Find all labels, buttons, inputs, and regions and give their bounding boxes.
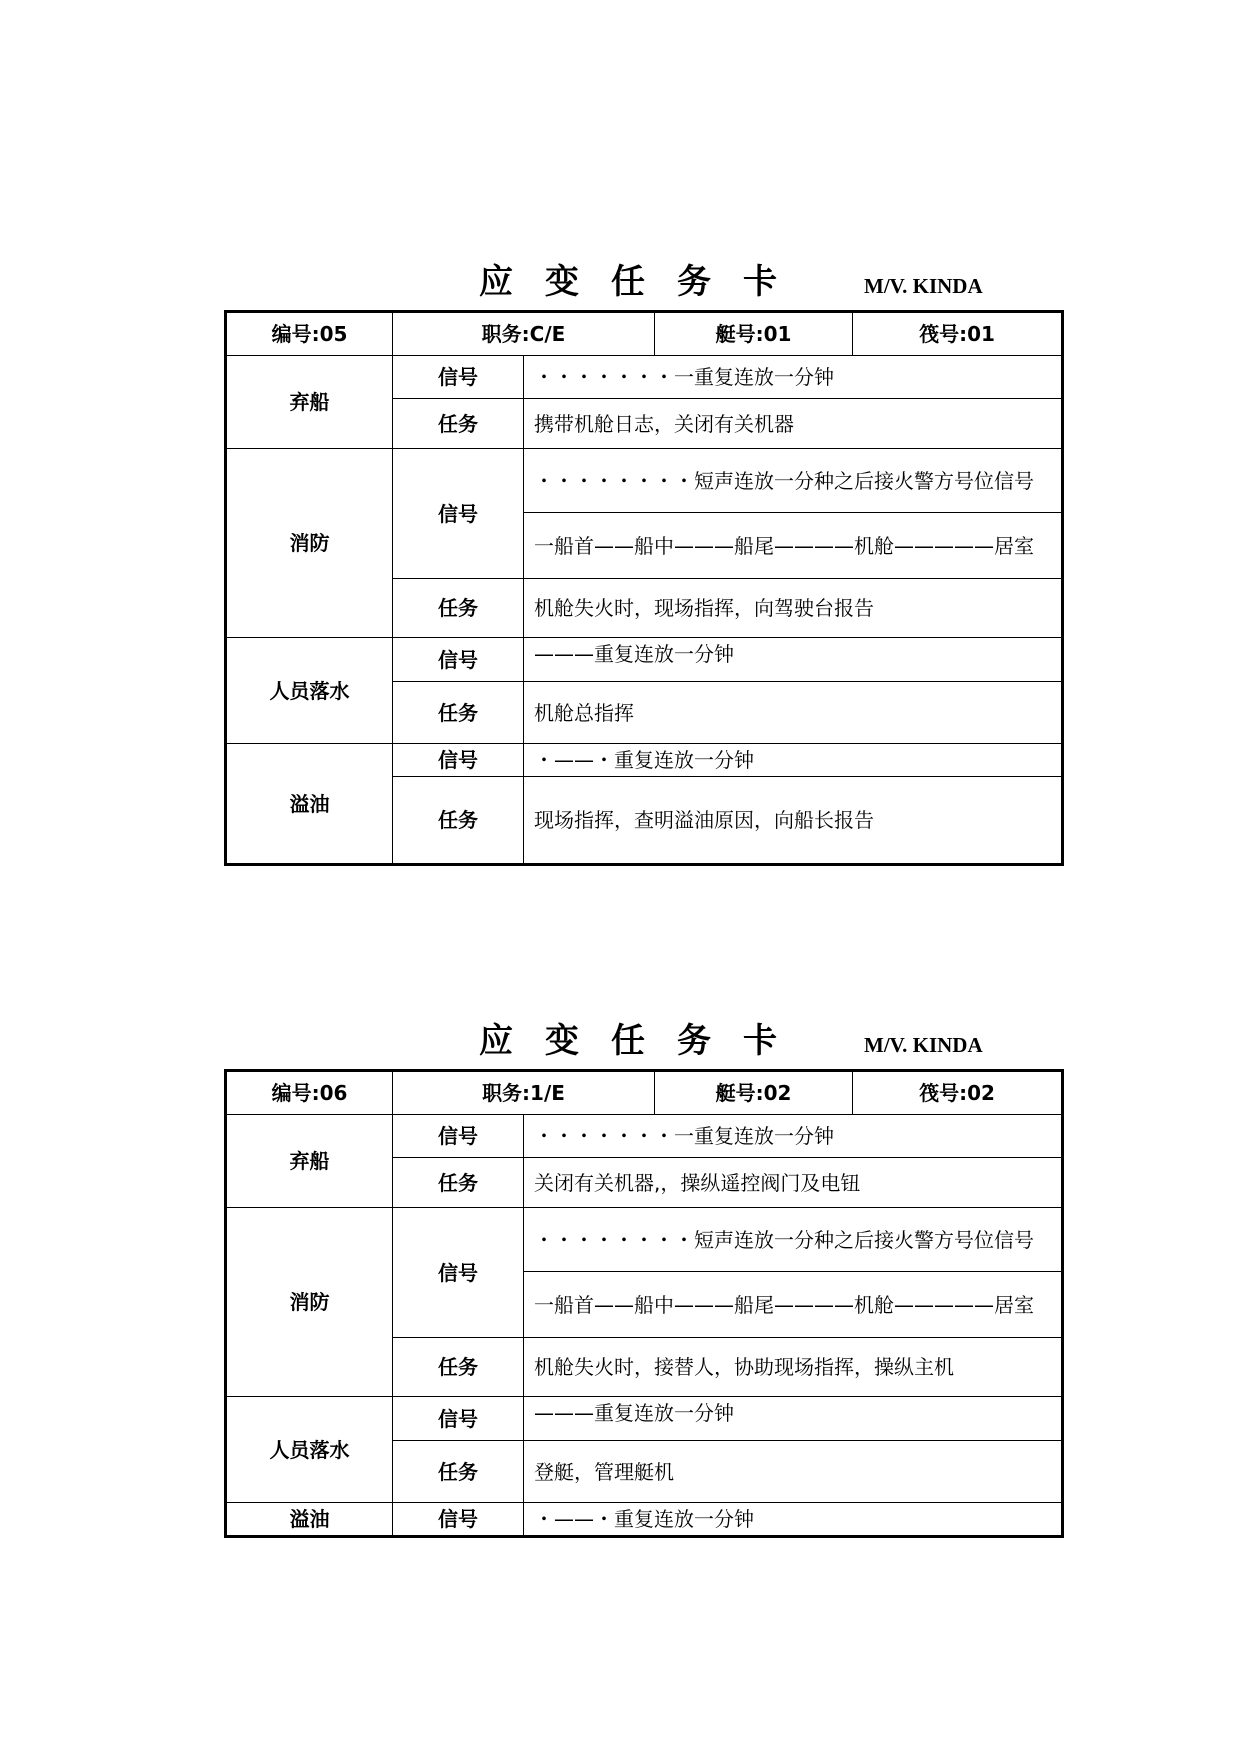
mob-task: 机舱总指挥 [524, 682, 1063, 744]
oil-signal: ・——・重复连放一分钟 [524, 1503, 1063, 1537]
card-title: 应变任务卡 [479, 262, 809, 302]
card-number: 编号:05 [226, 312, 393, 356]
signal-label: 信号 [393, 638, 524, 682]
signal-label: 信号 [393, 1503, 524, 1537]
oil-spill-label: 溢油 [226, 744, 393, 865]
duty-position: 职务:C/E [393, 312, 655, 356]
signal-label: 信号 [393, 1115, 524, 1158]
mob-task: 登艇，管理艇机 [524, 1441, 1063, 1503]
raft-number: 筏号:01 [853, 312, 1063, 356]
task-label: 任务 [393, 777, 524, 865]
task-label: 任务 [393, 1441, 524, 1503]
ship-name: M/V. KINDA [864, 1033, 983, 1057]
signal-label: 信号 [393, 449, 524, 579]
abandon-ship-label: 弃船 [226, 356, 393, 449]
signal-label: 信号 [393, 1208, 524, 1338]
fire-signal-2: 一船首——船中———船尾————机舱—————居室 [524, 513, 1063, 579]
boat-number: 艇号:02 [655, 1071, 853, 1115]
task-label: 任务 [393, 682, 524, 744]
signal-label: 信号 [393, 1397, 524, 1441]
abandon-ship-label: 弃船 [226, 1115, 393, 1208]
emergency-card-1 [224, 258, 1061, 866]
oil-spill-label: 溢油 [226, 1503, 393, 1537]
abandon-signal: ・・・・・・・一重复连放一分钟 [524, 356, 1063, 399]
duty-position: 职务:1/E [393, 1071, 655, 1115]
mob-signal: ———重复连放一分钟 [524, 638, 1063, 682]
task-label: 任务 [393, 579, 524, 638]
signal-label: 信号 [393, 356, 524, 399]
task-label: 任务 [393, 1158, 524, 1208]
fire-signal-2: 一船首——船中———船尾————机舱—————居室 [524, 1272, 1063, 1338]
duty-table [224, 1069, 1064, 1538]
abandon-signal: ・・・・・・・一重复连放一分钟 [524, 1115, 1063, 1158]
signal-label: 信号 [393, 744, 524, 777]
duty-table [224, 310, 1064, 866]
oil-task: 现场指挥，查明溢油原因，向船长报告 [524, 777, 1063, 865]
fire-task: 机舱失火时，接替人，协助现场指挥，操纵主机 [524, 1338, 1063, 1397]
boat-number: 艇号:01 [655, 312, 853, 356]
mob-signal: ———重复连放一分钟 [524, 1397, 1063, 1441]
oil-signal: ・——・重复连放一分钟 [524, 744, 1063, 777]
fire-signal-1: ・・・・・・・・短声连放一分种之后接火警方号位信号 [524, 449, 1063, 513]
abandon-task: 关闭有关机器,，操纵遥控阀门及电钮 [524, 1158, 1063, 1208]
card-header [224, 1017, 1061, 1065]
raft-number: 筏号:02 [853, 1071, 1063, 1115]
task-label: 任务 [393, 1338, 524, 1397]
fire-label: 消防 [226, 1208, 393, 1397]
fire-label: 消防 [226, 449, 393, 638]
task-label: 任务 [393, 399, 524, 449]
card-number: 编号:06 [226, 1071, 393, 1115]
card-title: 应变任务卡 [479, 1021, 809, 1061]
abandon-task: 携带机舱日志，关闭有关机器 [524, 399, 1063, 449]
card-header [224, 258, 1061, 306]
fire-task: 机舱失火时，现场指挥，向驾驶台报告 [524, 579, 1063, 638]
ship-name: M/V. KINDA [864, 274, 983, 298]
fire-signal-1: ・・・・・・・・短声连放一分种之后接火警方号位信号 [524, 1208, 1063, 1272]
emergency-card-2 [224, 1017, 1061, 1538]
man-overboard-label: 人员落水 [226, 1397, 393, 1503]
man-overboard-label: 人员落水 [226, 638, 393, 744]
